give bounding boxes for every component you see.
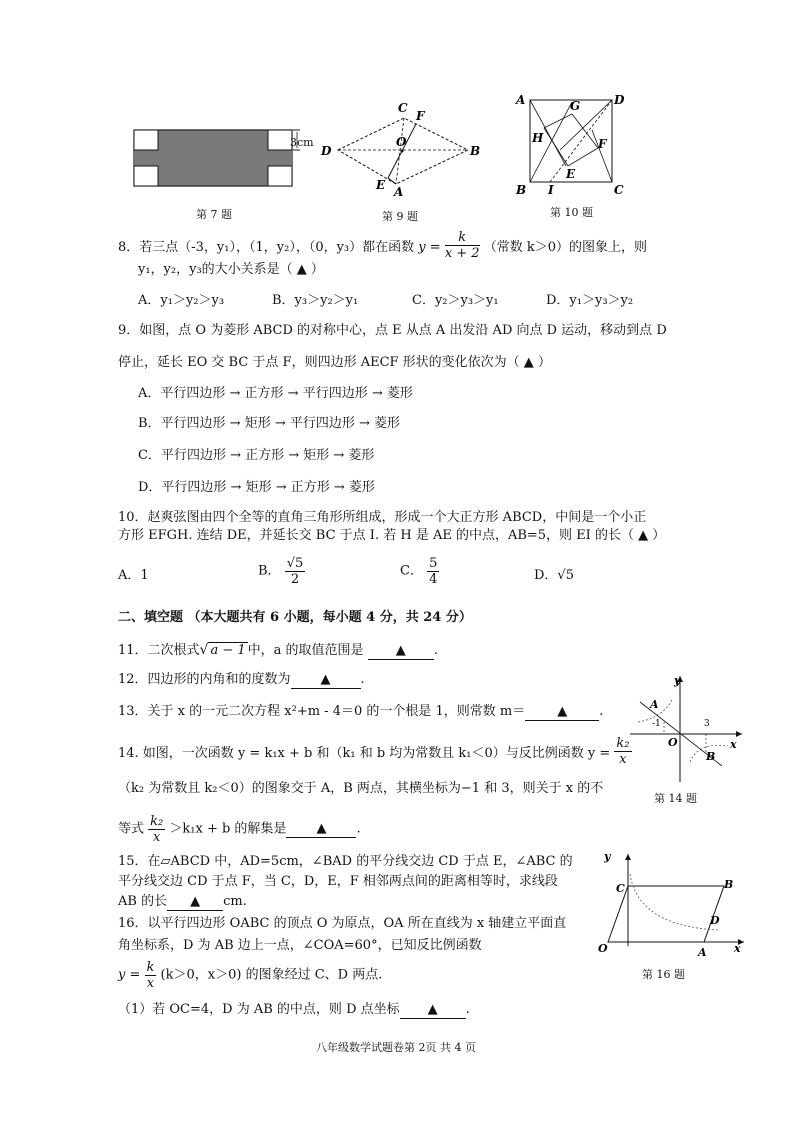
fig10-label-h: H bbox=[532, 131, 544, 145]
q15-line2: 平分线交边 CD 于点 F，当 C，D，E，F 相邻两点间的距离相等时，求线段 bbox=[118, 874, 558, 889]
q8-line1-post: （常数 k＞0）的图象上，则 bbox=[483, 240, 647, 255]
q9-line1: 9．如图，点 O 为菱形 ABCD 的对称中心，点 E 从点 A 出发沿 AD 向点 D 运动，移动到点 D bbox=[118, 323, 667, 338]
q10-option-c-frac bbox=[427, 556, 439, 587]
q14-line3-post: ＞k₁x + b 的解集是 bbox=[169, 821, 287, 837]
q10-option-b bbox=[258, 556, 305, 587]
q15-line3-post: cm. bbox=[223, 894, 247, 909]
q8-fraction bbox=[445, 230, 480, 261]
q10-option-b-num: √5 bbox=[286, 556, 304, 571]
q11-post: 中，a 的取值范围是 bbox=[247, 643, 364, 658]
fig14-label-x: x bbox=[730, 738, 737, 751]
figure-16 bbox=[594, 846, 754, 958]
q10-line1: 10．赵爽弦图由四个全等的直角三角形所组成，形成一个大正方形 ABCD，中间是一个小正 bbox=[118, 510, 647, 525]
fig16-label-d: D bbox=[710, 914, 720, 927]
fig10-label-a: A bbox=[516, 93, 526, 107]
fig10-label-i: I bbox=[548, 183, 554, 197]
q9-option-a: A．平行四边形 → 正方形 → 平行四边形 → 菱形 bbox=[138, 386, 413, 401]
q14-fraction bbox=[614, 736, 631, 767]
q16-line3-post: (k＞0，x＞0) 的图象经过 C、D 两点. bbox=[160, 967, 383, 983]
q14-line3-num: k₂ bbox=[150, 814, 164, 829]
q11-end: . bbox=[433, 643, 438, 658]
q14-line3-den: x bbox=[153, 830, 161, 845]
fig9-label-a: A bbox=[394, 185, 404, 197]
q16-line3-den: x bbox=[146, 976, 155, 991]
q8-option-b: B．y₃＞y₂＞y₁ bbox=[272, 293, 359, 308]
fig9-label-b: B bbox=[470, 144, 481, 158]
q8-line1-text: 8．若三点（-3，y₁），（1，y₂），（0，y₃）都在函数 bbox=[118, 240, 415, 255]
figure-9 bbox=[318, 102, 488, 197]
q16-sub1-end: . bbox=[465, 1002, 470, 1017]
q8-line2: y₁，y₂，y₃的大小关系是（ ▲ ） bbox=[138, 262, 324, 277]
fig14-label-y: y bbox=[674, 674, 681, 687]
q15-line3 bbox=[118, 894, 247, 911]
figure-7 bbox=[132, 126, 302, 190]
fig16-label-c: C bbox=[616, 882, 625, 895]
q10-option-d: D．√5 bbox=[534, 568, 574, 583]
q12-answer-blank[interactable]: ▲ bbox=[291, 672, 361, 689]
fig9-label-e: E bbox=[376, 178, 386, 192]
q8-frac-den: x + 2 bbox=[444, 246, 480, 261]
fig10-label-g: G bbox=[570, 99, 581, 113]
q11-answer-blank[interactable]: ▲ bbox=[368, 643, 434, 660]
q8-option-a: A．y₁＞y₂＞y₃ bbox=[138, 293, 225, 308]
q14-line2: （k₂ 为常数且 k₂＜0）的图象交于 A，B 两点，其横坐标为−1 和 3，则关于 x 的不 bbox=[118, 781, 604, 796]
fig9-caption: 第 9 题 bbox=[382, 210, 418, 223]
q15-line3-pre: AB 的长 bbox=[118, 894, 168, 909]
fig10-label-e: E bbox=[566, 167, 576, 181]
fig9-label-d: D bbox=[321, 144, 332, 158]
q15-line1: 15．在▱ABCD 中，AD=5cm，∠BAD 的平分线交边 CD 于点 E，∠ABC 的 bbox=[118, 854, 573, 869]
q10-option-c-label: C． bbox=[400, 563, 423, 579]
q10-line2: 方形 EFGH. 连结 DE，并延长交 BC 于点 I. 若 H 是 AE 的中点，AB=5，则 EI 的长（ ▲ ） bbox=[118, 528, 666, 543]
section-2-heading: 二、填空题 （本大题共有 6 小题，每小题 4 分，共 24 分） bbox=[118, 610, 472, 625]
q15-answer-blank[interactable]: ▲ bbox=[167, 894, 223, 911]
q16-line3-num: k bbox=[146, 960, 155, 975]
q16-line3 bbox=[118, 960, 382, 991]
figure-10 bbox=[512, 90, 632, 198]
fig7-caption: 第 7 题 bbox=[196, 208, 232, 221]
q11-radical: a − 1 bbox=[210, 643, 246, 658]
figure-14 bbox=[628, 672, 748, 786]
q12-pre: 12．四边形的内角和的度数为 bbox=[118, 672, 291, 687]
q13-answer-blank[interactable]: ▲ bbox=[525, 704, 599, 721]
fig14-label-a: A bbox=[650, 698, 659, 711]
fig16-label-a: A bbox=[698, 946, 707, 958]
q16-answer-blank[interactable]: ▲ bbox=[400, 1002, 466, 1019]
q11-pre: 11．二次根式 bbox=[118, 643, 200, 658]
q13-line bbox=[118, 704, 603, 721]
q16-line2: 角坐标系，D 为 AB 边上一点，∠COA=60°，已知反比例函数 bbox=[118, 938, 482, 953]
q14-frac-num: k₂ bbox=[616, 736, 630, 751]
q10-option-c-den: 4 bbox=[429, 572, 438, 587]
page-footer: 八年级数学试题卷第 2页 共 4 页 bbox=[316, 1041, 476, 1054]
q10-option-b-den: 2 bbox=[290, 572, 300, 587]
fig10-caption: 第 10 题 bbox=[550, 206, 593, 219]
q16-line3-pre: y = bbox=[118, 967, 141, 983]
q9-option-c: C．平行四边形 → 正方形 → 矩形 → 菱形 bbox=[138, 448, 375, 463]
q8-func-y: y = bbox=[418, 240, 441, 255]
q16-sub1-pre: （1）若 OC=4，D 为 AB 的中点，则 D 点坐标 bbox=[118, 1002, 400, 1017]
q14-line1 bbox=[118, 738, 632, 769]
q10-option-c bbox=[400, 556, 439, 587]
fig10-label-c: C bbox=[614, 183, 624, 197]
q13-pre: 13．关于 x 的一元二次方程 x²+m - 4＝0 的一个根是 1，则常数 m＝ bbox=[118, 704, 526, 719]
q10-option-b-label: B． bbox=[258, 563, 281, 579]
q14-frac-den: x bbox=[619, 752, 627, 767]
q14-line3-frac bbox=[148, 814, 165, 845]
fig14-label-b: B bbox=[706, 750, 716, 763]
fig9-label-c: C bbox=[398, 102, 408, 115]
fig9-label-f: F bbox=[416, 109, 425, 123]
fig10-label-f: F bbox=[598, 137, 607, 151]
q12-end: . bbox=[360, 672, 365, 687]
q11-line: 11．二次根式√ a − 1 中，a 的取值范围是 ▲ . bbox=[118, 642, 438, 658]
q14-line3 bbox=[118, 814, 361, 845]
fig10-label-d: D bbox=[614, 93, 625, 107]
fig9-label-o: O bbox=[396, 135, 407, 149]
q12-line bbox=[118, 672, 365, 689]
q10-option-c-num: 5 bbox=[429, 556, 438, 571]
q16-sub1 bbox=[118, 1002, 470, 1019]
q8-option-c: C．y₂＞y₃＞y₁ bbox=[412, 293, 499, 308]
q16-line3-frac bbox=[145, 960, 157, 991]
fig16-label-y: y bbox=[604, 850, 611, 863]
q13-end: . bbox=[599, 704, 604, 719]
q8-option-d: D．y₁＞y₃＞y₂ bbox=[546, 293, 634, 308]
q9-option-b: B．平行四边形 → 矩形 → 平行四边形 → 菱形 bbox=[138, 416, 401, 431]
q16-line1: 16．以平行四边形 OABC 的顶点 O 为原点，OA 所在直线为 x 轴建立平面直 bbox=[118, 916, 567, 931]
q14-line1-pre: 14. 如图，一次函数 y = k₁x + b 和（k₁ 和 b 均为常数且 k₁＜0）与反比例函数 y = bbox=[118, 746, 611, 761]
fig16-label-x: x bbox=[734, 942, 741, 955]
fig16-label-o: O bbox=[598, 942, 608, 955]
q8-line1 bbox=[118, 232, 647, 263]
fig16-caption: 第 16 题 bbox=[642, 968, 685, 981]
fig10-label-b: B bbox=[516, 183, 527, 197]
q14-answer-blank[interactable]: ▲ bbox=[286, 821, 356, 838]
fig16-label-b: B bbox=[724, 878, 734, 891]
q14-line3-pre: 等式 bbox=[118, 821, 145, 837]
fig7-dim-label: 3cm bbox=[290, 136, 314, 149]
fig14-label-neg1: -1 bbox=[652, 719, 661, 729]
fig14-label-3: 3 bbox=[704, 719, 710, 729]
q10-option-a: A．1 bbox=[118, 568, 149, 583]
q9-option-d: D．平行四边形 → 矩形 → 正方形 → 菱形 bbox=[138, 480, 375, 495]
q10-option-b-frac bbox=[285, 556, 306, 587]
fig14-label-o: O bbox=[668, 736, 678, 749]
q14-end: . bbox=[356, 821, 361, 837]
fig14-caption: 第 14 题 bbox=[654, 792, 697, 805]
q8-frac-num: k bbox=[445, 230, 480, 246]
q9-line2: 停止，延长 EO 交 BC 于点 F，则四边形 AECF 形状的变化依次为（ ▲ ） bbox=[118, 355, 551, 370]
